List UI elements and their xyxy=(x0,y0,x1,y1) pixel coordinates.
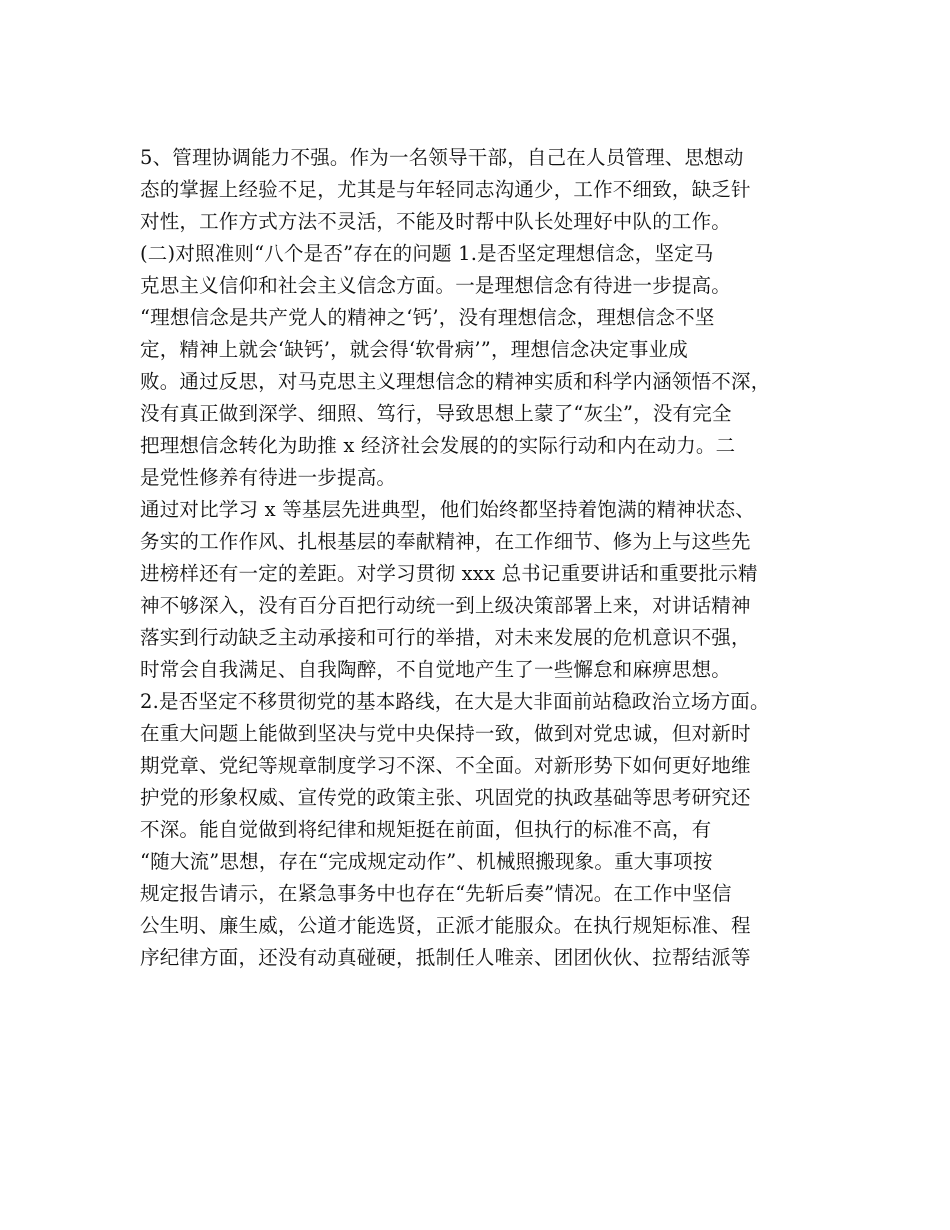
text-line: 克思主义信仰和社会主义信念方面。一是理想信念有待进一步提高。 xyxy=(140,274,732,297)
text-line: 护党的形象权威、宣传党的政策主张、巩固党的执政基础等思考研究还 xyxy=(140,786,751,809)
text-line: 时常会自我满足、自我陶醉，不自觉地产生了一些懈怠和麻痹思想。 xyxy=(140,658,732,681)
text-line: 期党章、党纪等规章制度学习不深、不全面。对新形势下如何更好地维 xyxy=(140,754,751,777)
text-line: 进榜样还有一定的差距。对学习贯彻 xxx 总书记重要讲话和重要批示精 xyxy=(140,562,758,585)
text-line: 通过对比学习 x 等基层先进典型，他们始终都坚持着饱满的精神状态、 xyxy=(140,498,755,521)
text-line: 把理想信念转化为助推 x 经济社会发展的的实际行动和内在动力。二 xyxy=(140,434,736,457)
text-line: 2.是否坚定不移贯彻党的基本路线，在大是大非面前站稳政治立场方面。 xyxy=(140,690,770,713)
document-body xyxy=(140,142,840,974)
text-line: “理想信念是共产党人的精神之‘钙’，没有理想信念，理想信念不坚 xyxy=(140,306,715,329)
text-line: “随大流”思想，存在“完成规定动作”、机械照搬现象。重大事项按 xyxy=(140,850,713,873)
text-line: 务实的工作作风、扎根基层的奉献精神，在工作细节、修为上与这些先 xyxy=(140,530,751,553)
text-line: 不深。能自觉做到将纪律和规矩挺在前面，但执行的标准不高，有 xyxy=(140,818,712,841)
text-line: 没有真正做到深学、细照、笃行，导致思想上蒙了“灰尘”，没有完全 xyxy=(140,402,732,425)
text-line: 公生明、廉生威，公道才能选贤，正派才能服众。在执行规矩标准、程 xyxy=(140,914,751,937)
text-line: 在重大问题上能做到坚决与党中央保持一致，做到对党忠诚，但对新时 xyxy=(140,722,751,745)
text-line: 规定报告请示，在紧急事务中也存在“先斩后奏”情况。在工作中坚信 xyxy=(140,882,732,905)
text-line: 败。通过反思，对马克思主义理想信念的精神实质和科学内涵领悟不深， xyxy=(140,370,771,393)
text-line: 落实到行动缺乏主动承接和可行的举措，对未来发展的危机意识不强， xyxy=(140,626,751,649)
text-line: 对性，工作方式方法不灵活，不能及时帮中队长处理好中队的工作。 xyxy=(140,210,732,233)
text-line: 序纪律方面，还没有动真碰硬，抵制任人唯亲、团团伙伙、拉帮结派等 xyxy=(140,946,751,969)
text-line: 态的掌握上经验不足，尤其是与年轻同志沟通少，工作不细致，缺乏针 xyxy=(140,178,751,201)
text-line: 定，精神上就会‘缺钙’，就会得‘软骨病’”，理想信念决定事业成 xyxy=(140,338,688,361)
text-line: 5、管理协调能力不强。作为一名领导干部，自己在人员管理、思想动 xyxy=(140,146,744,169)
text-line: (二)对照准则“八个是否”存在的问题 1.是否坚定理想信念，坚定马 xyxy=(140,242,714,265)
text-line: 是党性修养有待进一步提高。 xyxy=(140,466,397,489)
text-line: 神不够深入，没有百分百把行动统一到上级决策部署上来，对讲话精神 xyxy=(140,594,751,617)
